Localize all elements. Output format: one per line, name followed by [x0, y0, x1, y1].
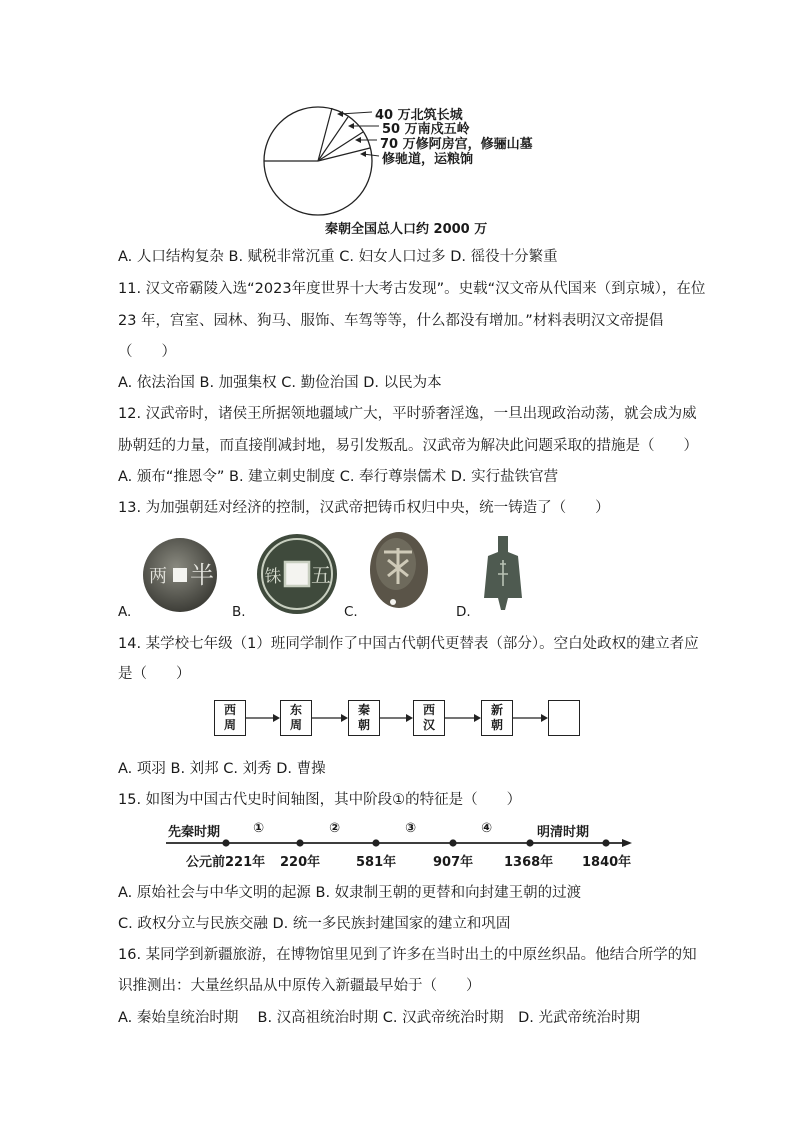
timeline-period-3: ②	[329, 821, 341, 836]
dynasty-box-5-bottom: 朝	[490, 718, 503, 732]
q13-label-c: C.	[344, 604, 358, 620]
timeline-node-6	[602, 839, 609, 846]
q11-stem-line1: 11. 汉文帝霸陵入选“2023年度世界十大考古发现”。史载“汉文帝从代国来（到京城），在位	[118, 281, 706, 297]
dynasty-box-3-top: 秦	[357, 703, 370, 717]
coin-d-image	[478, 534, 528, 614]
dynasty-box-2-top: 东	[289, 703, 302, 717]
q10-options: A. 人口结构复杂 B. 赋税非常沉重 C. 妇女人口过多 D. 徭役十分繁重	[118, 249, 558, 265]
timeline-year-1: 公元前221年	[186, 855, 266, 870]
q15-stem: 15. 如图为中国古代史时间轴图，其中阶段①的特征是（ ）	[118, 792, 522, 808]
timeline-year-3: 581年	[356, 855, 397, 870]
dynasty-box-5-top: 新	[490, 703, 503, 717]
timeline-year-5: 1368年	[504, 855, 554, 870]
coin-b-image	[255, 532, 339, 616]
dynasty-box-3-bottom: 朝	[357, 718, 370, 732]
timeline-node-3	[372, 839, 379, 846]
dynasty-arrows	[246, 708, 586, 728]
timeline-period-2: ①	[253, 821, 265, 836]
q12-stem-line2: 胁朝廷的力量，而直接削减封地，易引发叛乱。汉武帝为解决此问题采取的措施是（ ）	[118, 438, 698, 454]
pie-label-1: 40 万北筑长城	[375, 108, 463, 123]
timeline-year-4: 907年	[433, 855, 474, 870]
q16-stem-line2: 识推测出：大量丝织品从中原传入新疆最早始于（ ）	[118, 978, 481, 994]
coin-a-image	[140, 535, 220, 615]
timeline-period-1: 先秦时期	[168, 825, 221, 840]
coin-b-char-left: 铢	[264, 567, 282, 587]
timeline-node-4	[449, 839, 456, 846]
pie-label-4: 修驰道，运粮饷	[382, 152, 474, 167]
q14-stem-line1: 14. 某学校七年级（1）班同学制作了中国古代朝代更替表（部分）。空白处政权的建立者应	[118, 636, 699, 652]
q13-label-d: D.	[456, 604, 471, 620]
timeline-node-5	[526, 839, 533, 846]
dynasty-box-1-bottom: 周	[223, 718, 236, 732]
dynasty-box-1-top: 西	[223, 703, 236, 717]
pie-label-2: 50 万南戍五岭	[382, 122, 470, 137]
dynasty-box-4-bottom: 汉	[422, 718, 435, 732]
pie-arrow-1	[340, 112, 372, 114]
q16-stem-line1: 16. 某同学到新疆旅游，在博物馆里见到了许多在当时出土的中原丝织品。他结合所学的知	[118, 947, 697, 963]
q15-options-line2: C. 政权分立与民族交融 D. 统一多民族封建国家的建立和巩固	[118, 916, 511, 932]
q13-label-b: B.	[232, 604, 246, 620]
coin-c-image	[366, 530, 432, 614]
q13-label-a: A.	[118, 604, 132, 620]
q14-options: A. 项羽 B. 刘邦 C. 刘秀 D. 曹操	[118, 761, 326, 777]
q12-stem-line1: 12. 汉武帝时，诸侯王所据领地疆域广大，平时骄奢淫逸，一旦出现政治动荡，就会成为威	[118, 406, 697, 422]
q11-stem-line2: 23 年，宫室、园林、狗马、服饰、车驾等等，什么都没有增加。”材料表明汉文帝提倡	[118, 313, 664, 329]
pie-label-3: 70 万修阿房宫，修骊山墓	[380, 137, 533, 152]
timeline-period-5: ④	[481, 821, 493, 836]
q16-options: A. 秦始皇统治时期 B. 汉高祖统治时期 C. 汉武帝统治时期 D. 光武帝统治时期	[118, 1010, 640, 1026]
q15-options-line1: A. 原始社会与中华文明的起源 B. 奴隶制王朝的更替和向封建王朝的过渡	[118, 885, 582, 901]
timeline-period-4: ③	[405, 821, 417, 836]
q12-options: A. 颁布“推恩令” B. 建立刺史制度 C. 奉行尊崇儒术 D. 实行盐铁官营	[118, 469, 559, 485]
q14-stem-line2: 是（ ）	[118, 666, 191, 682]
q11-options: A. 依法治国 B. 加强集权 C. 勤俭治国 D. 以民为本	[118, 375, 442, 391]
timeline-node-2	[296, 839, 303, 846]
coin-a-char-right: 半	[190, 561, 214, 589]
pie-arrowhead-4	[360, 151, 366, 157]
timeline-period-6: 明清时期	[537, 825, 590, 840]
coin-a-char-left: 两	[149, 566, 167, 587]
q13-stem: 13. 为加强朝廷对经济的控制，汉武帝把铸币权归中央，统一铸造了（ ）	[118, 500, 610, 516]
pie-caption: 秦朝全国总人口约 2000 万	[325, 222, 488, 237]
pie-arrowhead-2	[348, 123, 354, 129]
dynasty-box-4-top: 西	[422, 703, 435, 717]
dynasty-box-2-bottom: 周	[289, 718, 302, 732]
timeline-node-1	[222, 839, 229, 846]
coin-b-char-right: 五	[311, 563, 331, 587]
pie-figure	[255, 100, 555, 240]
q11-stem-line3: （ ）	[118, 344, 176, 360]
timeline-year-6: 1840年	[582, 855, 632, 870]
timeline-year-2: 220年	[280, 855, 321, 870]
pie-arrowhead-3	[355, 137, 361, 143]
dynasty-box-1	[214, 700, 246, 736]
